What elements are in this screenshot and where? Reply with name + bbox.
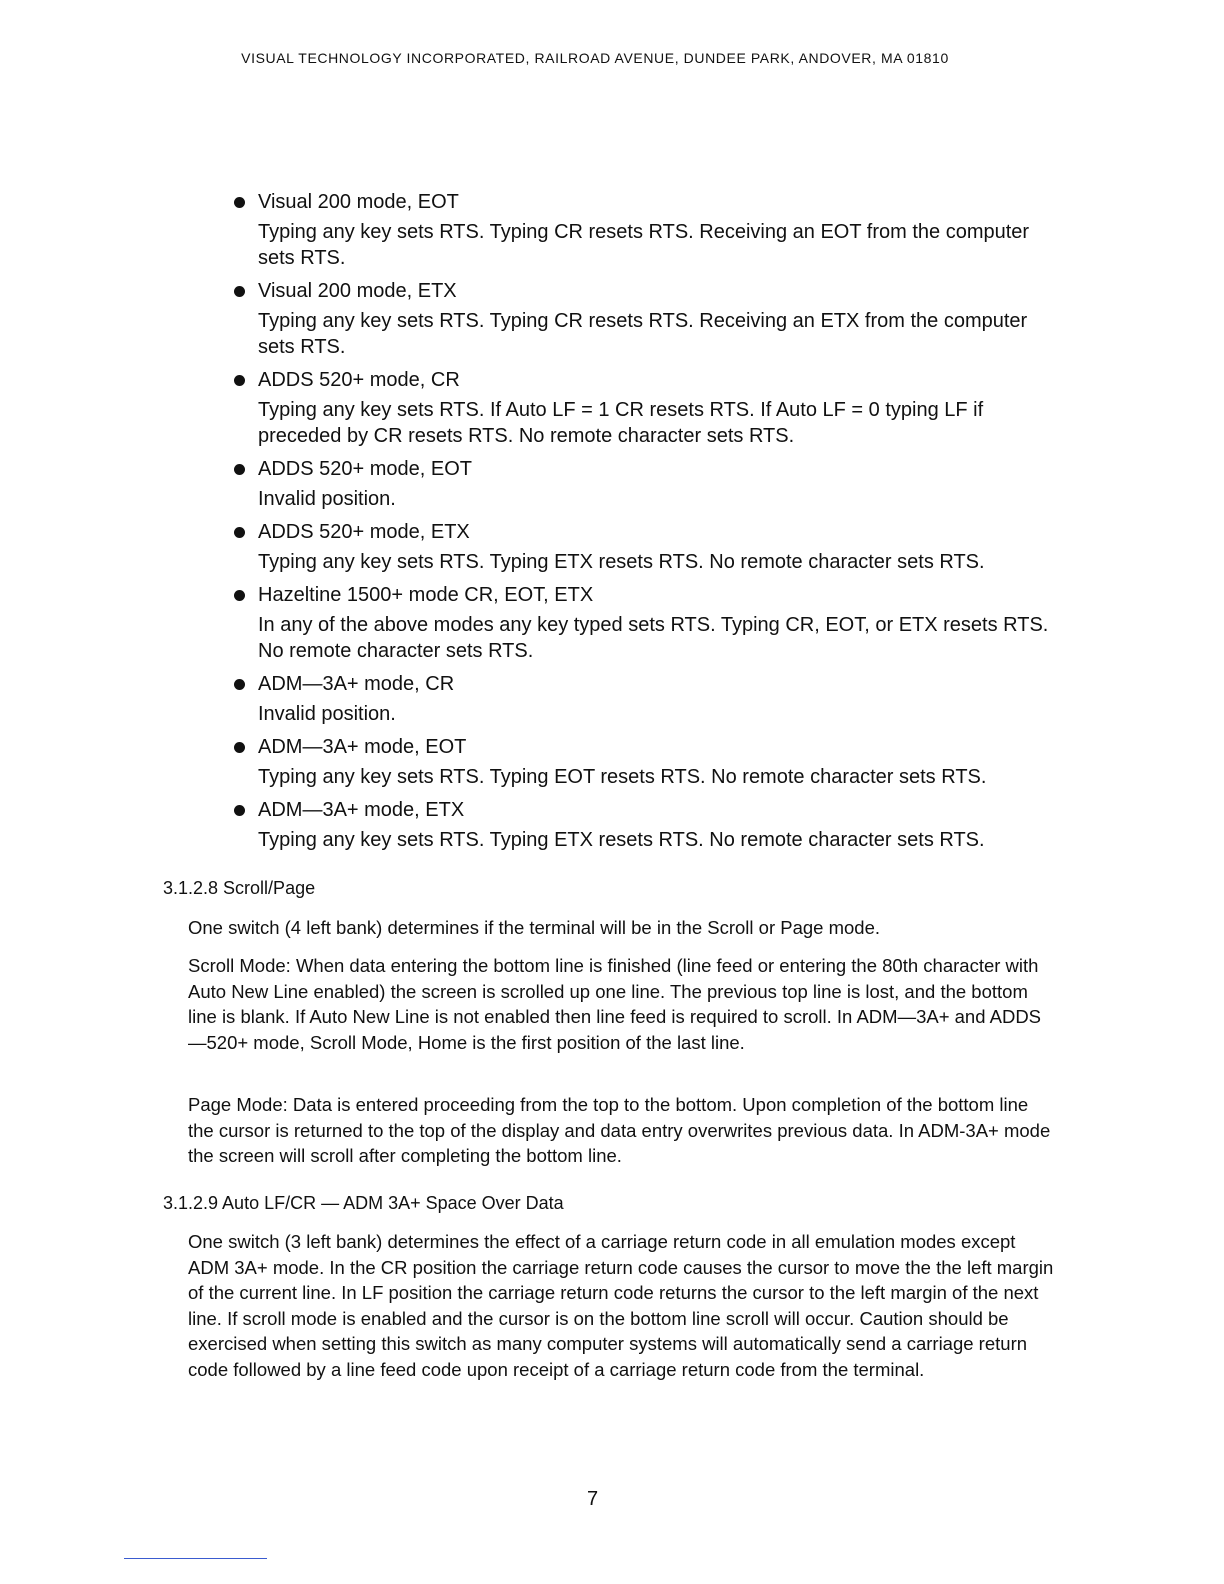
mode-title: ADM—3A+ mode, CR: [258, 673, 455, 695]
list-item: [230, 671, 1060, 727]
mode-list: [230, 189, 1060, 860]
bullet-icon: [234, 197, 245, 208]
mode-title: Hazeltine 1500+ mode CR, EOT, ETX: [258, 584, 594, 606]
list-item: [230, 797, 1060, 853]
mode-description: Typing any key sets RTS. Typing CR resets RTS. Receiving an ETX from the computer sets RTS.: [258, 310, 1028, 358]
list-item: [230, 367, 1060, 449]
mode-description: Typing any key sets RTS. Typing ETX resets RTS. No remote character sets RTS.: [258, 829, 985, 851]
mode-title: ADDS 520+ mode, ETX: [258, 521, 470, 543]
section-heading-scroll-page: 3.1.2.8 Scroll/Page: [163, 878, 316, 898]
bullet-icon: [234, 805, 245, 816]
page-mode-paragraph: Page Mode: Data is entered proceeding from the top to the bottom. Upon completion of the bottom line the cursor is returned to the top of the display and data entry overwrites previous data. In ADM-3A+ mode the screen will scroll after completing the bottom line.: [188, 1094, 1051, 1166]
mode-description: Invalid position.: [258, 703, 396, 725]
bullet-icon: [234, 527, 245, 538]
bullet-icon: [234, 590, 245, 601]
page-header: VISUAL TECHNOLOGY INCORPORATED, RAILROAD AVENUE, DUNDEE PARK, ANDOVER, MA 01810: [241, 50, 949, 66]
mode-title: Visual 200 mode, ETX: [258, 280, 457, 302]
list-item: [230, 519, 1060, 575]
bullet-icon: [234, 742, 245, 753]
mode-title: ADDS 520+ mode, EOT: [258, 458, 472, 480]
scroll-mode-paragraph: Scroll Mode: When data entering the bottom line is finished (line feed or entering the 80th character with Auto New Line enabled) the screen is scrolled up one line. The previous top line is lost, and the bottom line is blank. If Auto New Line is not enabled then line feed is required to scroll. In ADM—3A+ and ADDS—520+ mode, Scroll Mode, Home is the first position of the last line.: [188, 955, 1042, 1053]
auto-lf-cr-paragraph: One switch (3 left bank) determines the effect of a carriage return code in all emulation modes except ADM 3A+ mode. In the CR position the carriage return code causes the cursor to move the the left margin of the current line. In LF position the carriage return code returns the cursor to the left margin of the next line. If scroll mode is enabled and the cursor is on the bottom line scroll will occur. Caution should be exercised when setting this switch as many computer systems will automatically send a carriage return code followed by a line feed code upon receipt of a carriage return code from the terminal.: [188, 1231, 1054, 1380]
list-item: [230, 582, 1060, 664]
scroll-page-intro: One switch (4 left bank) determines if the terminal will be in the Scroll or Page mode.: [188, 917, 881, 938]
mode-title: Visual 200 mode, EOT: [258, 191, 459, 213]
mode-description: In any of the above modes any key typed sets RTS. Typing CR, EOT, or ETX resets RTS. No remote character sets RTS.: [258, 614, 1049, 662]
list-item: [230, 734, 1060, 790]
mode-title: ADDS 520+ mode, CR: [258, 369, 460, 391]
bullet-icon: [234, 679, 245, 690]
list-item: [230, 278, 1060, 360]
footer-rule: [124, 1558, 267, 1559]
mode-title: ADM—3A+ mode, ETX: [258, 799, 465, 821]
mode-title: ADM—3A+ mode, EOT: [258, 736, 467, 758]
mode-description: Typing any key sets RTS. If Auto LF = 1 CR resets RTS. If Auto LF = 0 typing LF if preceded by CR resets RTS. No remote character sets RTS.: [258, 399, 984, 447]
bullet-icon: [234, 375, 245, 386]
bullet-icon: [234, 286, 245, 297]
mode-description: Typing any key sets RTS. Typing ETX resets RTS. No remote character sets RTS.: [258, 551, 985, 573]
mode-description: Invalid position.: [258, 488, 396, 510]
section-heading-auto-lf-cr: 3.1.2.9 Auto LF/CR — ADM 3A+ Space Over Data: [163, 1193, 564, 1213]
bullet-icon: [234, 464, 245, 475]
list-item: [230, 456, 1060, 512]
list-item: [230, 189, 1060, 271]
page-number: 7: [586, 1488, 599, 1510]
mode-description: Typing any key sets RTS. Typing EOT resets RTS. No remote character sets RTS.: [258, 766, 987, 788]
mode-description: Typing any key sets RTS. Typing CR resets RTS. Receiving an EOT from the computer sets RTS.: [258, 221, 1030, 269]
